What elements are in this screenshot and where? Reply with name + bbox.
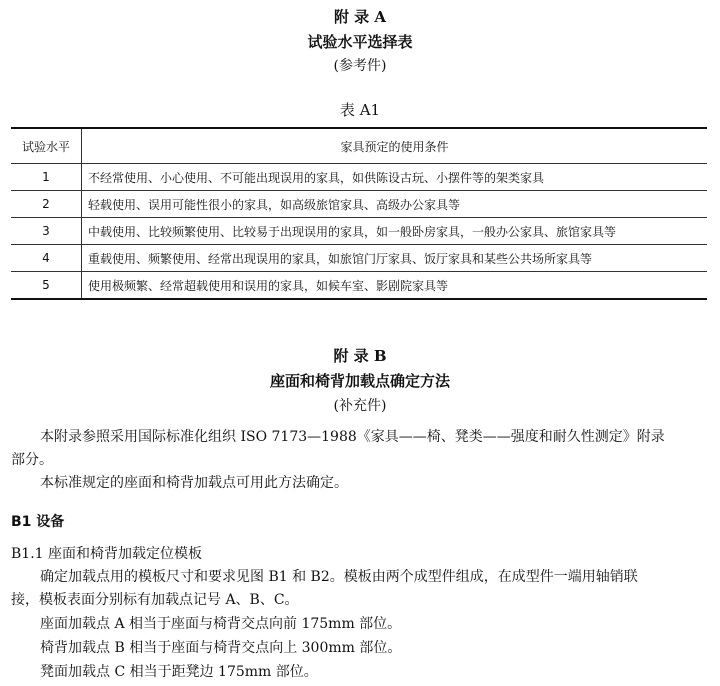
cell-conditions: 不经常使用、小心使用、不可能出现误用的家具，如供陈设古玩、小摆件等的架类家具 (82, 164, 708, 191)
table-row (11, 191, 707, 218)
section-b1-1-heading: B1.1 座面和椅背加载定位模板 (11, 546, 203, 562)
cell-level: 5 (11, 272, 82, 300)
cell-conditions: 使用极频繁、经常超载使用和误用的家具，如候车室、影剧院家具等 (82, 272, 708, 300)
body-line-5: 凳面加载点 C 相当于距凳边 175mm 部位。 (40, 664, 318, 680)
table-row (11, 164, 707, 191)
cell-level: 3 (11, 218, 82, 245)
cell-conditions: 轻载使用、误用可能性很小的家具，如高级旅馆家具、高级办公家具等 (82, 191, 708, 218)
cell-conditions: 中载使用、比较频繁使用、比较易于出现误用的家具，如一般卧房家具，一般办公家具、旅馆家具等 (82, 218, 708, 245)
cell-level: 1 (11, 164, 82, 191)
table-row (11, 245, 707, 272)
appendix-a-subtitle: 试验水平选择表 (307, 33, 413, 51)
cell-level: 2 (11, 191, 82, 218)
test-level-table (11, 127, 707, 300)
scope-paragraph: 本标准规定的座面和椅背加载点可用此方法确定。 (40, 475, 348, 491)
body-line-4: 椅背加载点 B 相当于座面与椅背交点向上 300mm 部位。 (40, 640, 402, 656)
appendix-b-title: 附 录 B (333, 347, 387, 365)
table-header-row (11, 128, 707, 164)
appendix-b-subtitle: 座面和椅背加载点确定方法 (269, 372, 450, 390)
column-header-level: 试验水平 (11, 128, 82, 164)
appendix-a-note: (参考件) (333, 58, 387, 74)
intro-paragraph-line-1: 本附录参照采用国际标准化组织 ISO 7173—1988《家具——椅、凳类——强度和耐久性测定》附录 (40, 429, 665, 445)
table-row (11, 218, 707, 245)
cell-conditions: 重载使用、频繁使用、经常出现误用的家具，如旅馆门厅家具、饭厅家具和某些公共场所家具等 (82, 245, 708, 272)
table-row (11, 272, 707, 300)
appendix-b-note: (补充件) (333, 398, 387, 414)
body-line-2: 接，模板表面分别标有加载点记号 A、B、C。 (11, 592, 299, 608)
intro-paragraph-line-2: 部分。 (11, 452, 53, 468)
appendix-a-title: 附 录 A (333, 8, 387, 26)
section-b1-heading: B1 设备 (11, 514, 65, 530)
body-line-3: 座面加载点 A 相当于座面与椅背交点向前 175mm 部位。 (40, 616, 402, 632)
column-header-conditions: 家具预定的使用条件 (82, 128, 708, 164)
cell-level: 4 (11, 245, 82, 272)
table-caption: 表 A1 (339, 101, 381, 119)
body-line-1: 确定加载点用的模板尺寸和要求见图 B1 和 B2。模板由两个成型件组成，在成型件一端用轴销联 (40, 569, 638, 585)
